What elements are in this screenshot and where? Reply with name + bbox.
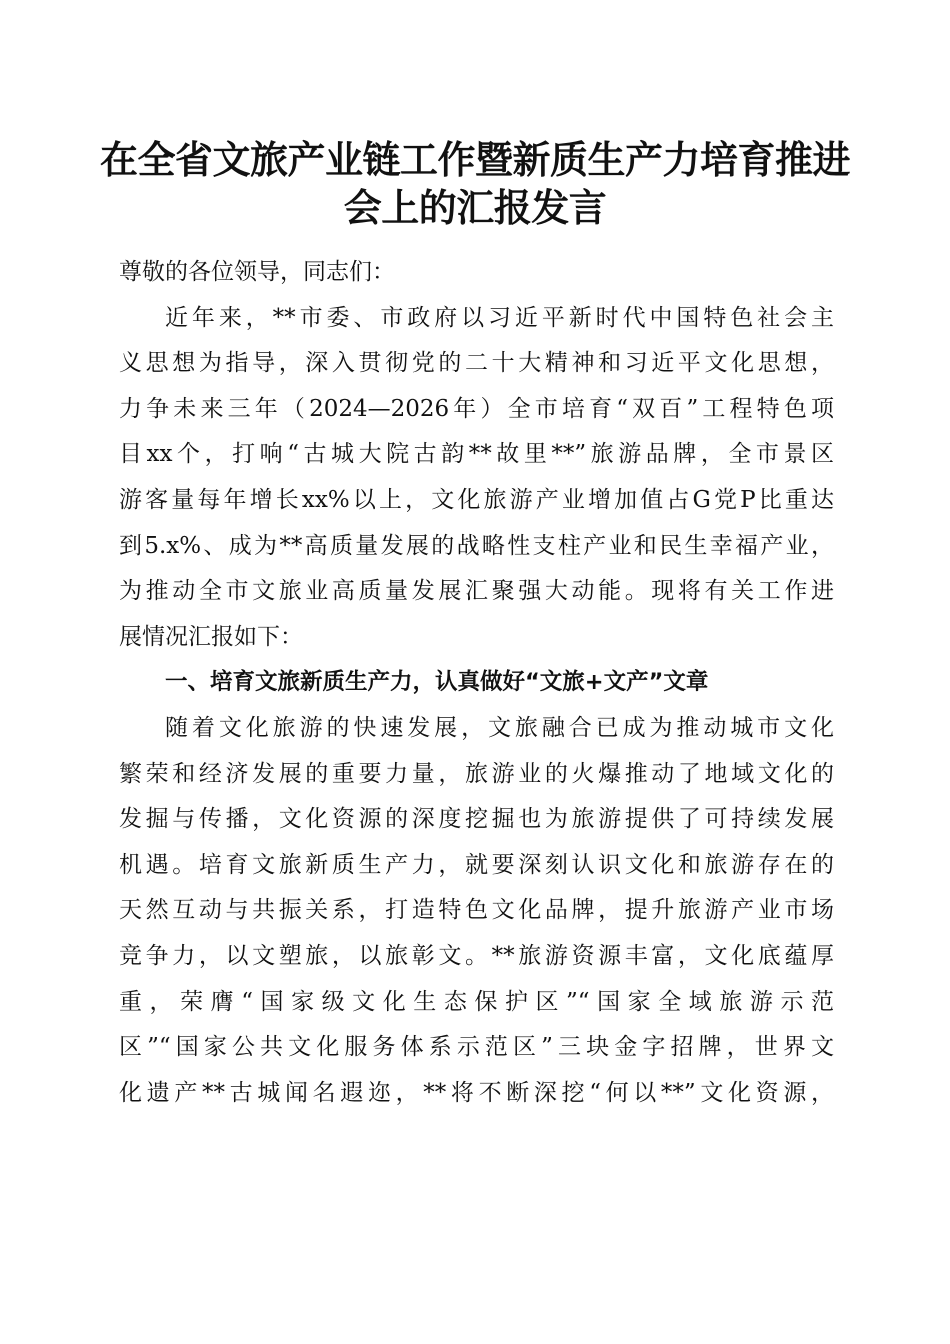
paragraph-1-line: 为推动全市文旅业高质量发展汇聚强大动能。现将有关工作进 (119, 578, 834, 605)
paragraph-1-line: 目xx个，打响“古城大院古韵**故里**”旅游品牌，全市景区 (119, 441, 834, 468)
document-body (119, 250, 834, 1116)
paragraph-1-line: 游客量每年增长xx%以上，文化旅游产业增加值占G党P比重达 (119, 486, 834, 513)
paragraph-2-line: 化遗产**古城闻名遐迩，**将不断深挖“何以**”文化资源， (119, 1079, 834, 1106)
paragraph-2-line: 竞争力，以文塑旅，以旅彰文。**旅游资源丰富，文化底蕴厚 (119, 942, 834, 969)
document-title (0, 136, 950, 232)
title-line-2: 会上的汇报发言 (343, 185, 607, 230)
section-heading-1: 一、培育文旅新质生产力，认真做好“文旅+文产”文章 (165, 669, 709, 696)
title-line-1: 在全省文旅产业链工作暨新质生产力培育推进 (99, 137, 850, 182)
salutation: 尊敬的各位领导，同志们： (119, 259, 395, 285)
paragraph-2-line: 天然互动与共振关系，打造特色文化品牌，提升旅游产业市场 (119, 897, 834, 924)
paragraph-2-line: 重，荣膺“国家级文化生态保护区”“国家全域旅游示范 (119, 988, 834, 1015)
paragraph-1-line: 力争未来三年（2024—2026年）全市培育“双百”工程特色项 (119, 395, 834, 422)
paragraph-1-line: 展情况汇报如下： (119, 623, 303, 650)
paragraph-2-line: 发掘与传播，文化资源的深度挖掘也为旅游提供了可持续发展 (119, 806, 834, 833)
paragraph-1-line: 义思想为指导，深入贯彻党的二十大精神和习近平文化思想， (119, 350, 834, 377)
paragraph-2-line: 机遇。培育文旅新质生产力，就要深刻认识文化和旅游存在的 (119, 851, 834, 878)
paragraph-1-line: 到5.x%、成为**高质量发展的战略性支柱产业和民生幸福产业， (119, 532, 834, 559)
paragraph-2-line: 随着文化旅游的快速发展，文旅融合已成为推动城市文化 (165, 714, 834, 741)
paragraph-2-line: 繁荣和经济发展的重要力量，旅游业的火爆推动了地域文化的 (119, 760, 834, 787)
paragraph-1-line: 近年来，**市委、市政府以习近平新时代中国特色社会主 (165, 304, 834, 331)
paragraph-2-line: 区”“国家公共文化服务体系示范区”三块金字招牌，世界文 (119, 1034, 834, 1061)
